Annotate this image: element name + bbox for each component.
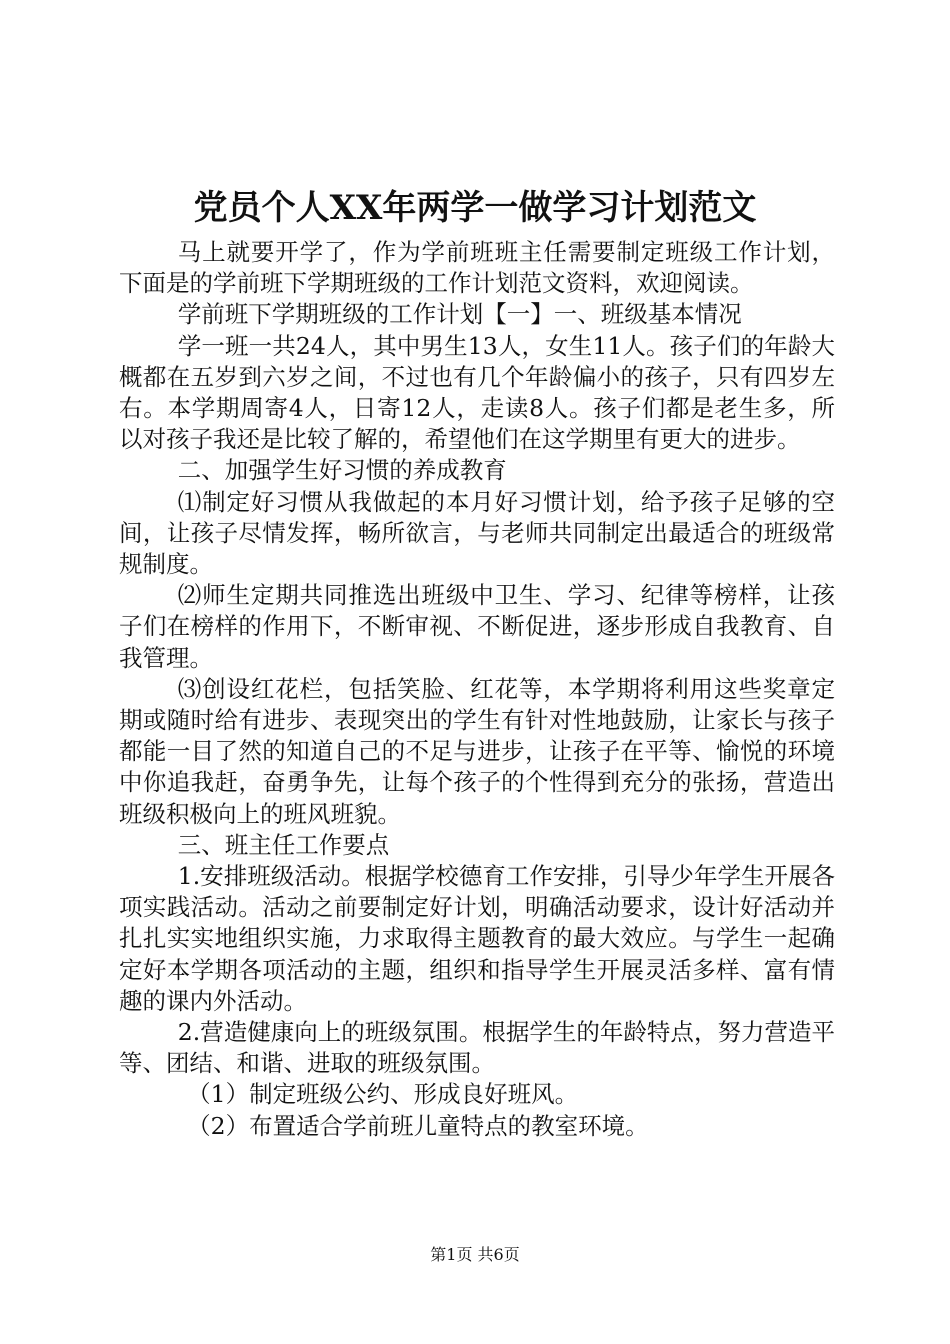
paragraph-subpoint-2: （2）布置适合学前班儿童特点的教室环境。 [187,1111,649,1140]
document-title: 党员个人XX年两学一做学习计划范文 [193,188,757,228]
paragraph-habit-2: ⑵师生定期共同推选出班级中卫生、学习、纪律等榜样，让孩子们在榜样的作用下，不断审视、不断促进，逐步形成自我教育、自我管理。 [119,581,835,672]
page-footer: 第1页 共6页 [430,1245,520,1264]
section-heading-habits: 二、加强学生好习惯的养成教育 [177,456,507,485]
paragraph-habit-3: ⑶创设红花栏，包括笑脸、红花等，本学期将利用这些奖章定期或随时给有进步、表现突出的学生有针对性地鼓励，让家长与孩子都能一目了然的知道自己的不足与进步，让孩子在平等、愉悦的环境中你追我赶，奋勇争先，让每个孩子的个性得到充分的张扬，营造出班级积极向上的班风班貌。 [119,674,835,828]
paragraph-class-info: 学一班一共24人，其中男生13人，女生11人。孩子们的年龄大概都在五岁到六岁之间，不过也有几个年龄偏小的孩子，只有四岁左右。本学期周寄4人，日寄12人，走读8人。孩子们都是老生多，所以对孩子我还是比较了解的，希望他们在这学期里有更大的进步。 [119,331,835,454]
paragraph-subpoint-1: （1）制定班级公约、形成良好班风。 [187,1080,579,1109]
paragraph-habit-1: ⑴制定好习惯从我做起的本月好习惯计划，给予孩子足够的空间，让孩子尽情发挥，畅所欲言，与老师共同制定出最适合的班级常规制度。 [119,487,835,579]
section-heading-work-points: 三、班主任工作要点 [177,830,390,859]
paragraph-plan-heading: 学前班下学期班级的工作计划【一】一、班级基本情况 [177,300,742,329]
paragraph-point-2: 2.营造健康向上的班级氛围。根据学生的年龄特点，努力营造平等、团结、和谐、进取的班级氛围。 [119,1018,835,1078]
paragraph-point-1: 1.安排班级活动。根据学校德育工作安排，引导少年学生开展各项实践活动。活动之前要制定好计划，明确活动要求，设计好活动并扎扎实实地组织实施，力求取得主题教育的最大效应。与学生一起确定好本学期各项活动的主题，组织和指导学生开展灵活多样、富有情趣的课内外活动。 [119,862,835,1015]
paragraph-intro: 马上就要开学了，作为学前班班主任需要制定班级工作计划，下面是的学前班下学期班级的工作计划范文资料，欢迎阅读。 [119,238,835,298]
document-body [119,237,835,1142]
